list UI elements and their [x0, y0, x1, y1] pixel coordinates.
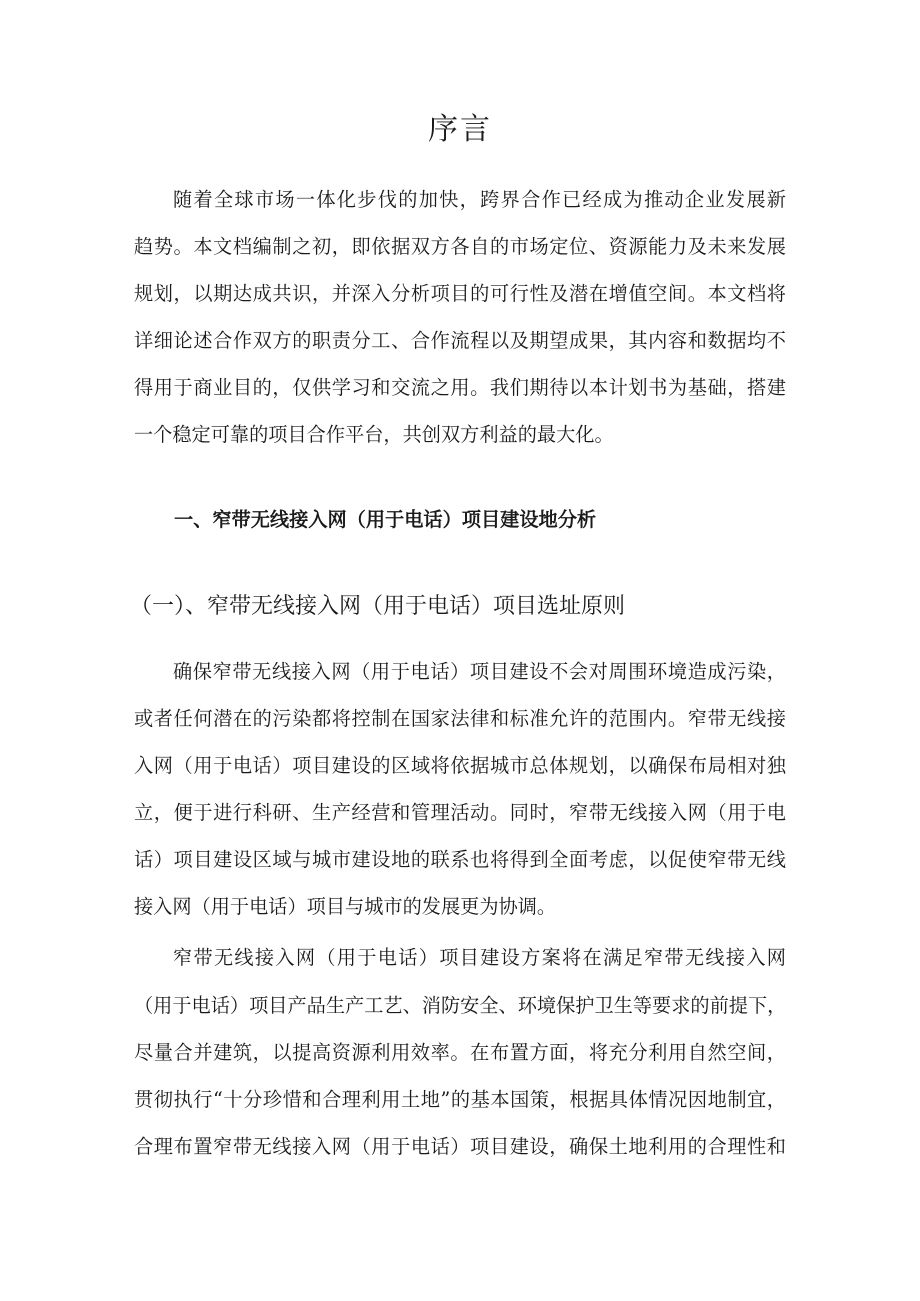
body-line: 贯彻执行“十分珍惜和合理利用土地”的基本国策，根据具体情况因地制宜， — [134, 1088, 786, 1111]
preface-line: 随着全球市场一体化步伐的加快，跨界合作已经成为推动企业发展新 — [173, 188, 786, 211]
body-line: 入网（用于电话）项目建设的区域将依据城市总体规划，以确保布局相对独 — [134, 754, 786, 777]
body-line: 窄带无线接入网（用于电话）项目建设方案将在满足窄带无线接入网 — [173, 946, 786, 969]
body-line: 话）项目建设区域与城市建设地的联系也将得到全面考虑，以促使窄带无线 — [134, 848, 786, 871]
preface-line: 一个稳定可靠的项目合作平台，共创双方利益的最大化。 — [134, 423, 614, 446]
body-line: 确保窄带无线接入网（用于电话）项目建设不会对周围环境造成污染， — [173, 660, 786, 683]
preface-line: 详细论述合作双方的职责分工、合作流程以及期望成果，其内容和数据均不 — [134, 329, 786, 352]
section-heading: 一、窄带无线接入网（用于电话）项目建设地分析 — [174, 508, 597, 531]
body-line: 接入网（用于电话）项目与城市的发展更为协调。 — [134, 895, 557, 918]
body-line: 立，便于进行科研、生产经营和管理活动。同时，窄带无线接入网（用于电 — [134, 801, 786, 824]
preface-line: 得用于商业目的，仅供学习和交流之用。我们期待以本计划书为基础，搭建 — [134, 376, 786, 399]
body-line: 或者任何潜在的污染都将控制在国家法律和标准允许的范围内。窄带无线接 — [134, 707, 786, 730]
subsection-heading: （一）、窄带无线接入网（用于电话）项目选址原则 — [130, 594, 626, 619]
page-title: 序言 — [428, 112, 492, 147]
body-line: 合理布置窄带无线接入网（用于电话）项目建设，确保土地利用的合理性和 — [134, 1135, 786, 1158]
body-line: （用于电话）项目产品生产工艺、消防安全、环境保护卫生等要求的前提下， — [134, 994, 787, 1017]
preface-line: 趋势。本文档编制之初，即依据双方各自的市场定位、资源能力及未来发展 — [134, 235, 786, 258]
body-line: 尽量合并建筑，以提高资源利用效率。在布置方面，将充分利用自然空间， — [134, 1041, 786, 1064]
preface-line: 规划，以期达成共识，并深入分析项目的可行性及潜在增值空间。本文档将 — [134, 282, 786, 305]
